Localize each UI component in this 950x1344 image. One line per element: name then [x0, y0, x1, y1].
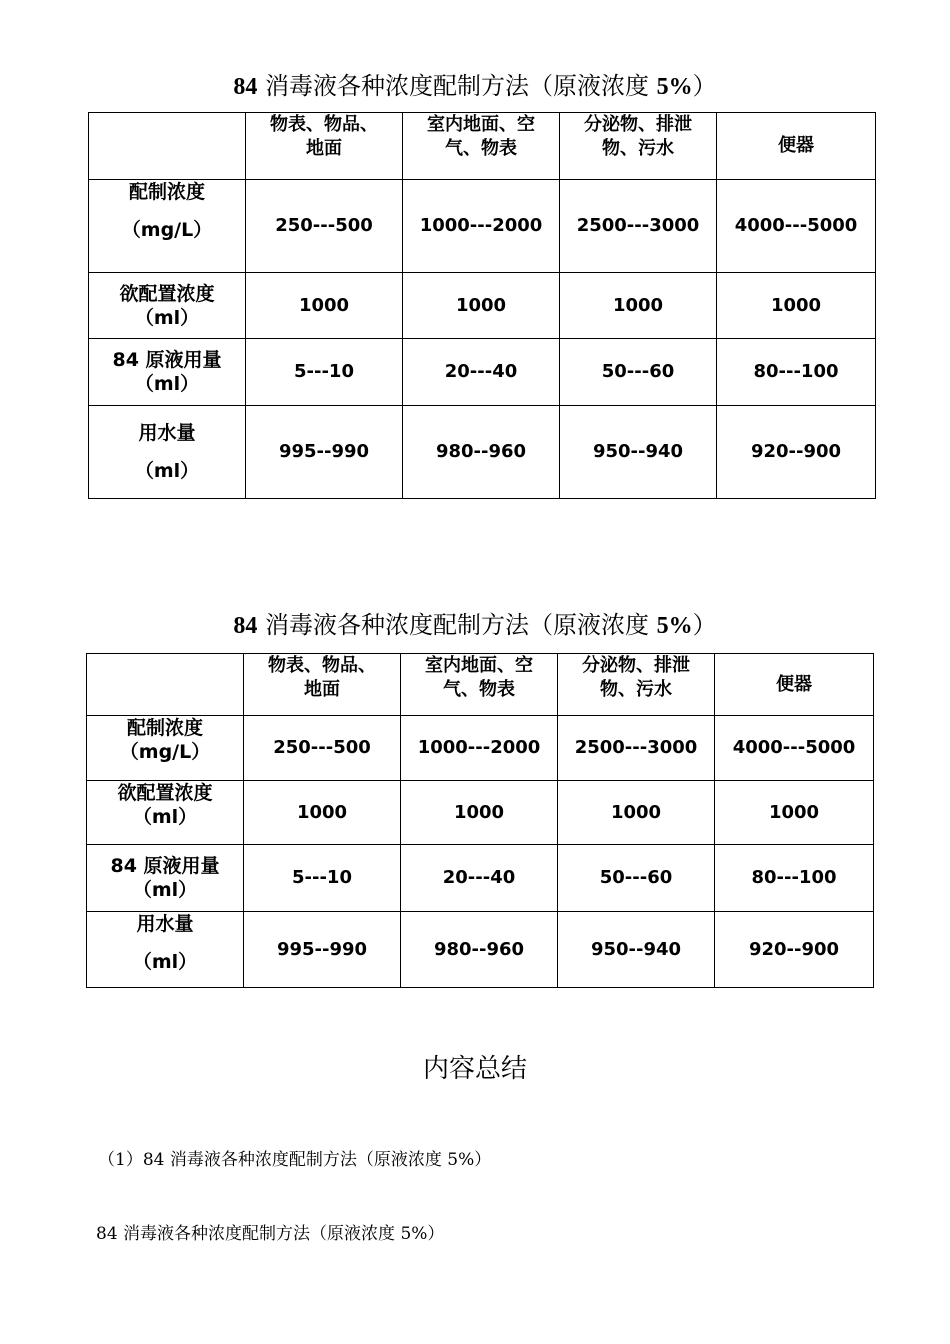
table-cell: 5---10 — [246, 339, 403, 406]
row-label-stock-amount: 84 原液用量 （ml） — [87, 845, 244, 912]
table-cell: 950--940 — [560, 406, 717, 499]
table1-title-mid: 消毒液各种浓度配制方法（原液浓度 — [257, 72, 657, 100]
table-cell: 1000---2000 — [403, 180, 560, 273]
table-row — [87, 781, 874, 845]
header-surfaces: 物表、物品、 地面 — [244, 654, 401, 716]
table-cell: 4000---5000 — [715, 716, 874, 781]
table-cell: 950--940 — [558, 912, 715, 988]
summary-line-1: （1）84 消毒液各种浓度配制方法（原液浓度 5%） — [98, 1150, 492, 1170]
table-row — [87, 716, 874, 781]
corner-cell — [87, 654, 244, 716]
table-row — [89, 406, 876, 499]
table-cell: 1000 — [244, 781, 401, 845]
table1-title — [0, 70, 950, 103]
table-row — [87, 845, 874, 912]
row-label-stock-amount: 84 原液用量 （ml） — [89, 339, 246, 406]
table-cell: 1000 — [246, 273, 403, 339]
table1-title-num: 84 — [233, 74, 258, 100]
table-row — [89, 180, 876, 273]
row-label-target-volume: 欲配置浓度 （ml） — [87, 781, 244, 845]
row-label-water-amount: 用水量 （ml） — [89, 406, 246, 499]
header-indoor: 室内地面、空 气、物表 — [403, 113, 560, 180]
table-row — [87, 912, 874, 988]
table-cell: 1000 — [401, 781, 558, 845]
table-cell: 20---40 — [403, 339, 560, 406]
header-excreta: 分泌物、排泄 物、污水 — [560, 113, 717, 180]
table-cell: 980--960 — [401, 912, 558, 988]
table1-title-end: ） — [692, 72, 717, 100]
header-excreta: 分泌物、排泄 物、污水 — [558, 654, 715, 716]
table-cell: 1000 — [403, 273, 560, 339]
table-row — [89, 339, 876, 406]
table-cell: 80---100 — [715, 845, 874, 912]
table-cell: 1000 — [560, 273, 717, 339]
table-cell: 1000 — [558, 781, 715, 845]
row-label-water-amount: 用水量 （ml） — [87, 912, 244, 988]
table1-title-pct: 5% — [656, 74, 693, 100]
table-cell: 20---40 — [401, 845, 558, 912]
table-cell: 80---100 — [717, 339, 876, 406]
table-cell: 2500---3000 — [560, 180, 717, 273]
row-label-target-volume: 欲配置浓度 （ml） — [89, 273, 246, 339]
corner-cell — [89, 113, 246, 180]
table2-title-mid: 消毒液各种浓度配制方法（原液浓度 — [257, 611, 657, 639]
table-cell: 995--990 — [244, 912, 401, 988]
table-cell: 1000 — [715, 781, 874, 845]
table-cell: 920--900 — [715, 912, 874, 988]
table-cell: 50---60 — [558, 845, 715, 912]
table-cell: 250---500 — [244, 716, 401, 781]
row-label-concentration: 配制浓度 （mg/L） — [87, 716, 244, 781]
table2-title-end: ） — [692, 611, 717, 639]
header-indoor: 室内地面、空 气、物表 — [401, 654, 558, 716]
row-label-concentration: 配制浓度 （mg/L） — [89, 180, 246, 273]
table-cell: 920--900 — [717, 406, 876, 499]
table2-title — [0, 609, 950, 642]
summary-line-2: 84 消毒液各种浓度配制方法（原液浓度 5%） — [96, 1224, 445, 1244]
table-header-row — [89, 113, 876, 180]
concentration-table-1 — [88, 112, 876, 499]
header-surfaces: 物表、物品、 地面 — [246, 113, 403, 180]
table-cell: 1000 — [717, 273, 876, 339]
table2-title-pct: 5% — [656, 613, 693, 639]
table-header-row — [87, 654, 874, 716]
concentration-table-2 — [86, 653, 874, 988]
table-row — [89, 273, 876, 339]
table-cell: 250---500 — [246, 180, 403, 273]
table-cell: 995--990 — [246, 406, 403, 499]
table-cell: 5---10 — [244, 845, 401, 912]
table-cell: 50---60 — [560, 339, 717, 406]
table2-title-num: 84 — [233, 613, 258, 639]
header-toilet: 便器 — [715, 654, 874, 716]
table-cell: 980--960 — [403, 406, 560, 499]
table-cell: 2500---3000 — [558, 716, 715, 781]
header-toilet: 便器 — [717, 113, 876, 180]
summary-heading: 内容总结 — [422, 1054, 527, 1084]
table-cell: 4000---5000 — [717, 180, 876, 273]
table-cell: 1000---2000 — [401, 716, 558, 781]
